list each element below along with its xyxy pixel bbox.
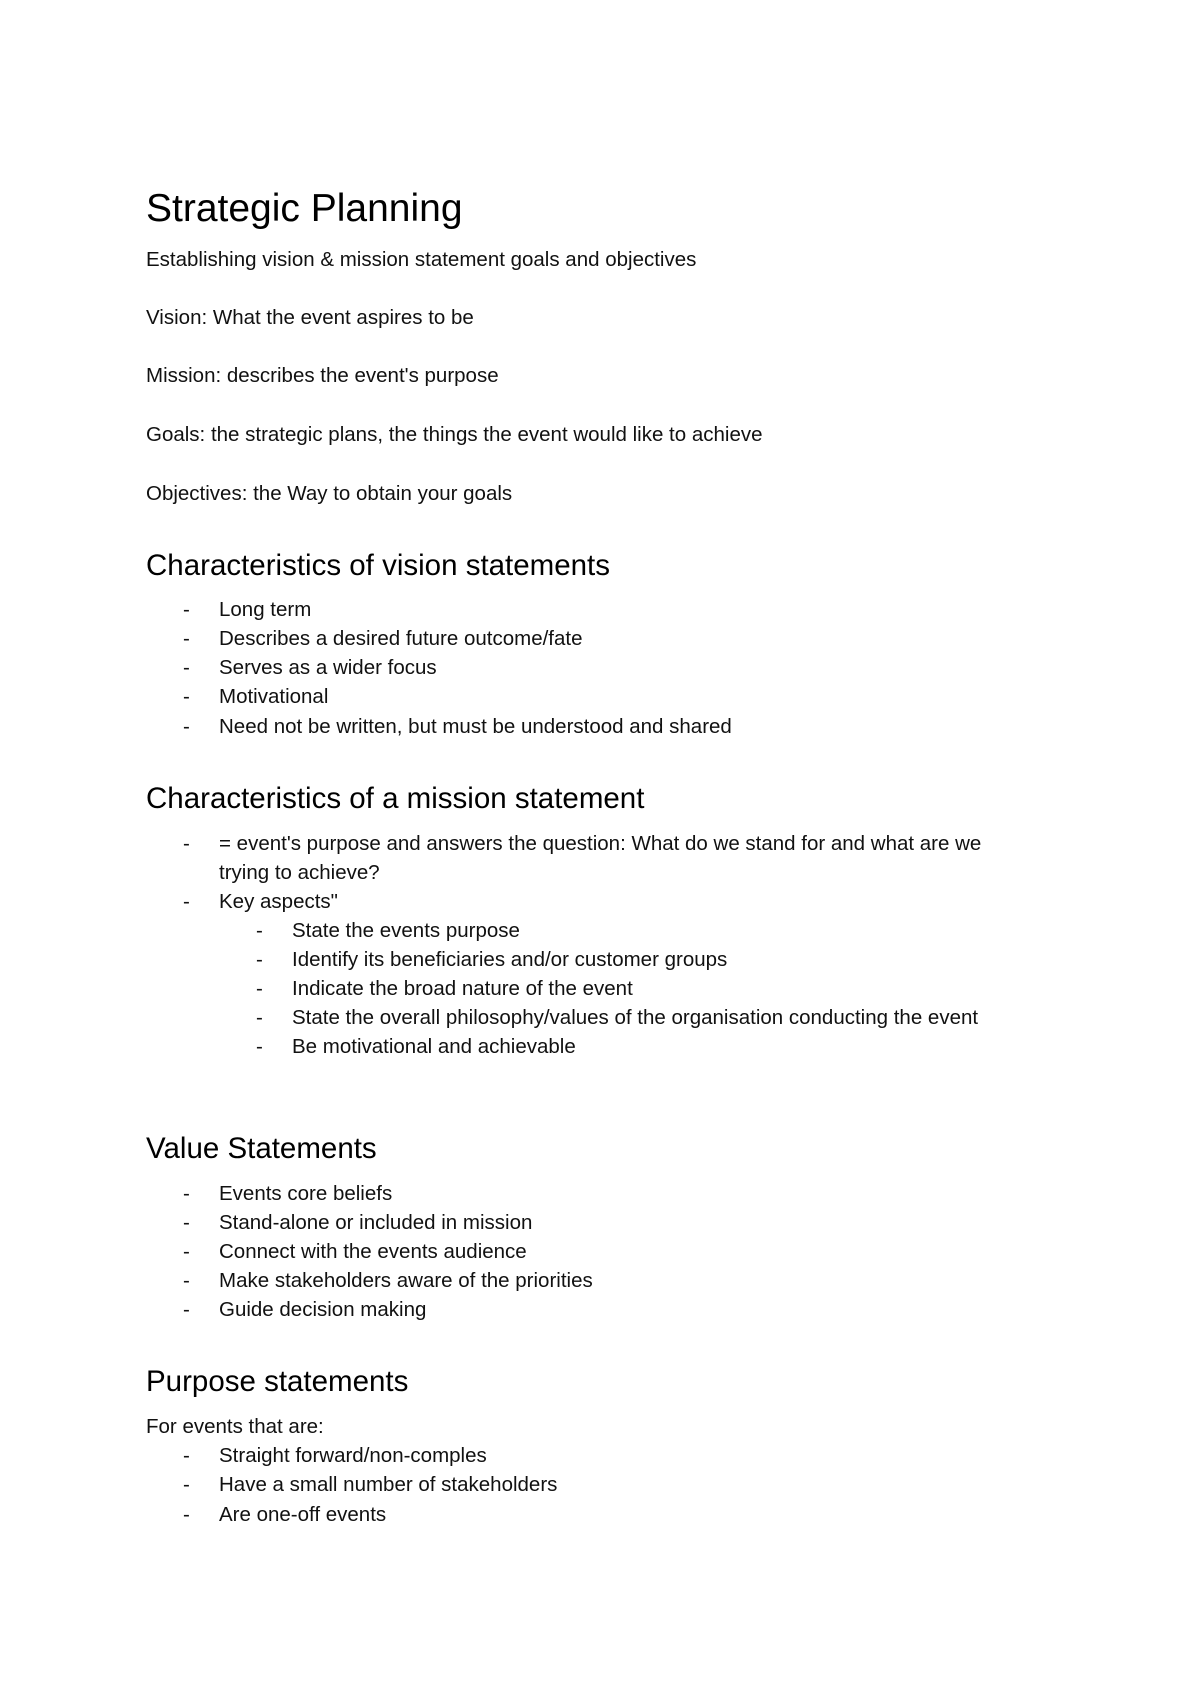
bullet-dash: - [183, 656, 190, 679]
bullet-dash: - [183, 1503, 190, 1526]
vision-list-item: Serves as a wider focus [219, 656, 437, 679]
vision-list-item: Need not be written, but must be understood and shared [219, 715, 732, 738]
bullet-dash: - [183, 832, 190, 855]
bullet-dash: - [183, 1240, 190, 1263]
bullet-dash: - [183, 890, 190, 913]
bullet-dash: - [183, 1473, 190, 1496]
bullet-dash: - [183, 685, 190, 708]
sub-bullet-dash: - [256, 948, 263, 971]
vision-section-heading: Characteristics of vision statements [146, 549, 610, 582]
intro-subtitle: Establishing vision & mission statement goals and objectives [146, 248, 697, 271]
mission-sub-item: State the events purpose [292, 919, 520, 942]
bullet-dash: - [183, 1298, 190, 1321]
goals-definition: Goals: the strategic plans, the things the event would like to achieve [146, 423, 763, 446]
bullet-dash: - [183, 1182, 190, 1205]
mission-list-item: Key aspects" [219, 890, 338, 913]
bullet-dash: - [183, 715, 190, 738]
mission-list-item: = event's purpose and answers the question: What do we stand for and what are we [219, 832, 982, 855]
mission-list-item-continuation: trying to achieve? [219, 861, 380, 884]
vision-list-item: Long term [219, 598, 312, 621]
mission-definition: Mission: describes the event's purpose [146, 364, 499, 387]
bullet-dash: - [183, 1211, 190, 1234]
vision-list-item: Motivational [219, 685, 329, 708]
value-list-item: Guide decision making [219, 1298, 427, 1321]
bullet-dash: - [183, 627, 190, 650]
bullet-dash: - [183, 598, 190, 621]
bullet-dash: - [183, 1269, 190, 1292]
mission-sub-item: State the overall philosophy/values of the organisation conducting the event [292, 1006, 979, 1029]
purpose-lead-text: For events that are: [146, 1415, 324, 1438]
value-list-item: Stand-alone or included in mission [219, 1211, 533, 1234]
sub-bullet-dash: - [256, 919, 263, 942]
purpose-list-item: Straight forward/non-comples [219, 1444, 487, 1467]
value-section-heading: Value Statements [146, 1132, 377, 1165]
purpose-list-item: Are one-off events [219, 1503, 387, 1526]
purpose-section-heading: Purpose statements [146, 1365, 409, 1398]
page-title: Strategic Planning [146, 187, 463, 230]
purpose-list-item: Have a small number of stakeholders [219, 1473, 558, 1496]
mission-sub-item: Identify its beneficiaries and/or customer groups [292, 948, 728, 971]
sub-bullet-dash: - [256, 1006, 263, 1029]
mission-sub-item: Indicate the broad nature of the event [292, 977, 633, 1000]
sub-bullet-dash: - [256, 977, 263, 1000]
vision-list-item: Describes a desired future outcome/fate [219, 627, 583, 650]
value-list-item: Make stakeholders aware of the priorities [219, 1269, 593, 1292]
bullet-dash: - [183, 1444, 190, 1467]
value-list-item: Events core beliefs [219, 1182, 393, 1205]
value-list-item: Connect with the events audience [219, 1240, 527, 1263]
mission-section-heading: Characteristics of a mission statement [146, 782, 645, 815]
vision-definition: Vision: What the event aspires to be [146, 306, 474, 329]
mission-sub-item: Be motivational and achievable [292, 1035, 576, 1058]
sub-bullet-dash: - [256, 1035, 263, 1058]
objectives-definition: Objectives: the Way to obtain your goals [146, 482, 513, 505]
